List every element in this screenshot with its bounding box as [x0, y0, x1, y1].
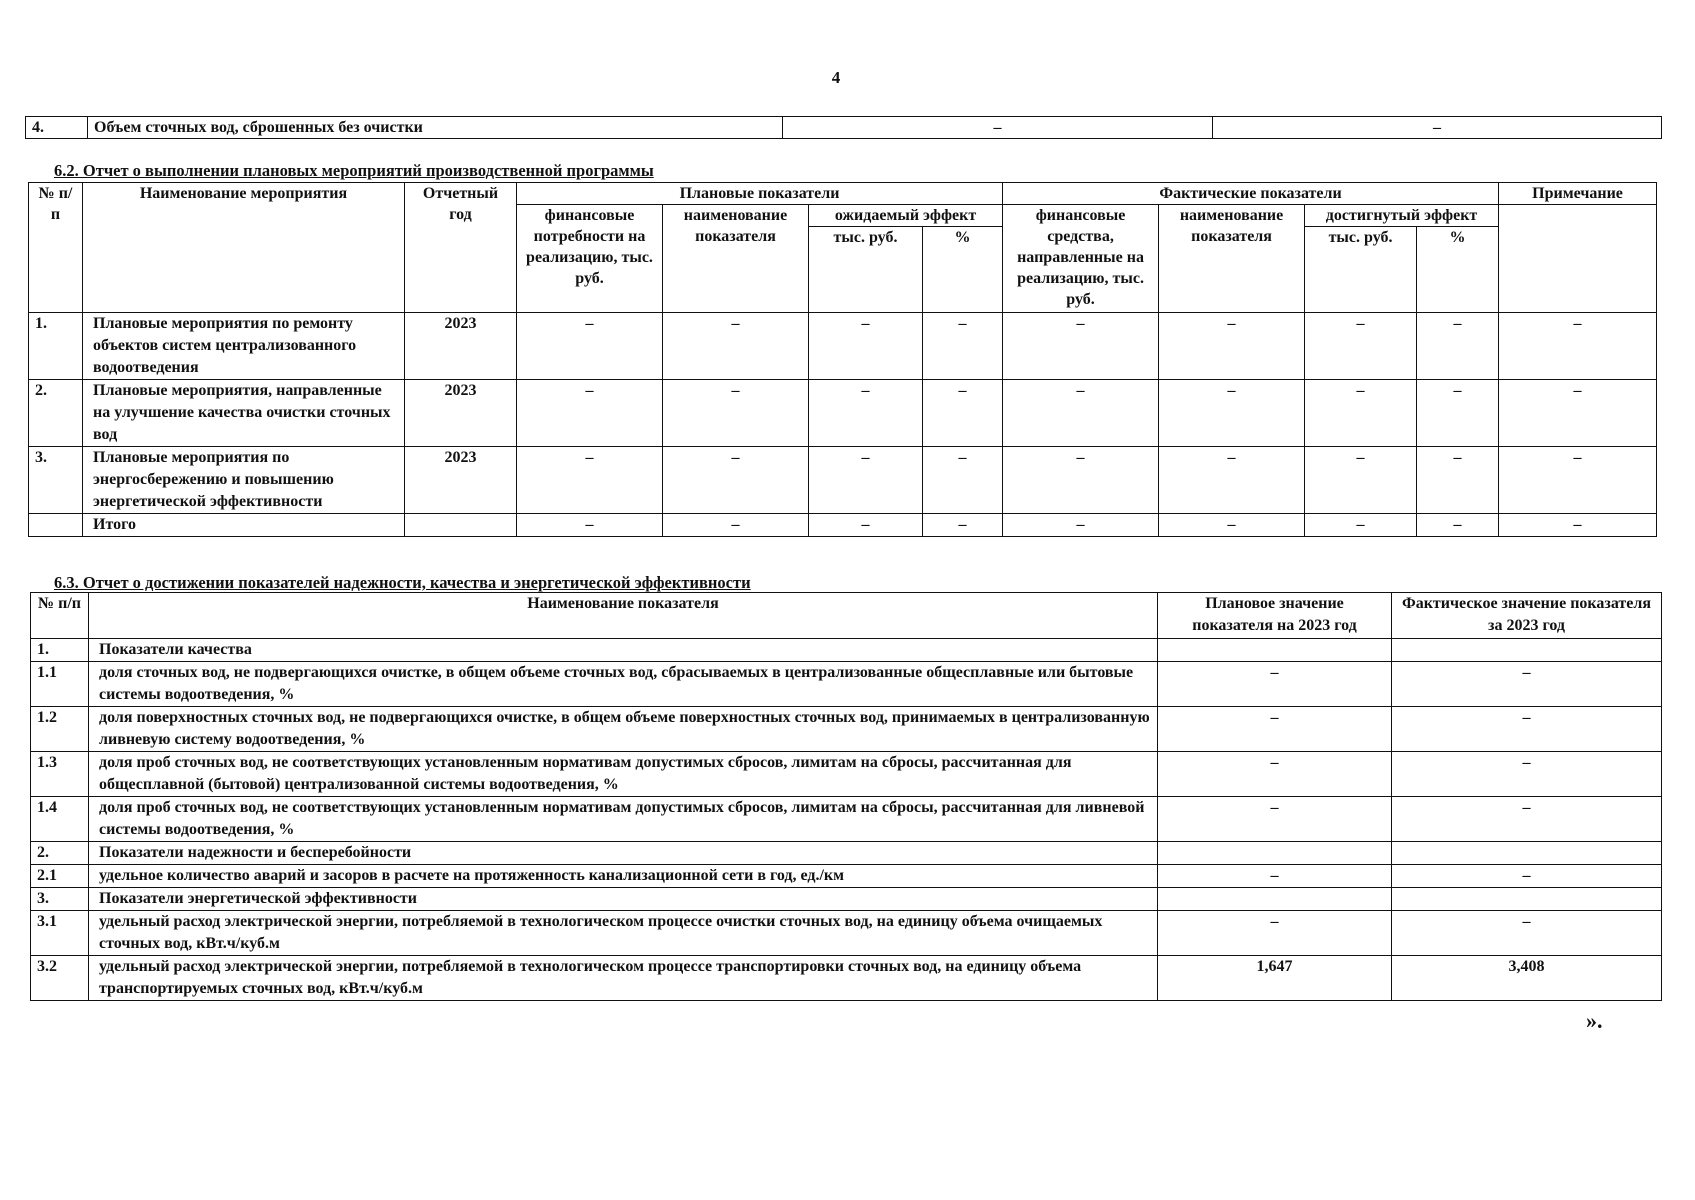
row-number: 4.	[26, 117, 88, 139]
value-cell: –	[1417, 447, 1499, 514]
value-cell: –	[809, 447, 923, 514]
row-number: 3.	[29, 447, 83, 514]
indicator-name: доля сточных вод, не подвергающихся очистке, в общем объеме сточных вод, сбрасываемых в централизованные общесплавные или бытовые системы водоотведения, %	[89, 662, 1158, 707]
fact-value: –	[1392, 662, 1662, 707]
value-cell: –	[1305, 380, 1417, 447]
row-number: 3.2	[31, 956, 89, 1001]
header-note: Примечание	[1499, 183, 1657, 205]
header-year: Отчетный год	[405, 183, 517, 313]
value-cell: –	[663, 380, 809, 447]
value-cell: –	[1417, 313, 1499, 380]
value-cell: –	[1003, 447, 1159, 514]
closing-mark: ».	[1586, 1008, 1603, 1033]
row-number: 1.2	[31, 707, 89, 752]
value-cell: –	[1305, 313, 1417, 380]
report-year: 2023	[405, 380, 517, 447]
table-row	[31, 956, 1662, 1001]
table-row	[31, 888, 1662, 911]
fact-value: –	[1213, 117, 1662, 139]
plan-value: –	[1158, 865, 1392, 888]
header-activity-name: Наименование мероприятия	[83, 183, 405, 313]
row-number: 2.1	[31, 865, 89, 888]
value-cell: –	[517, 313, 663, 380]
plan-value: –	[1158, 797, 1392, 842]
fact-value: –	[1392, 707, 1662, 752]
value-cell: –	[517, 447, 663, 514]
value-cell: –	[1003, 380, 1159, 447]
fact-value: –	[1392, 911, 1662, 956]
plan-value	[1158, 842, 1392, 865]
table-row	[31, 752, 1662, 797]
header-plan-thousand-rub: тыс. руб.	[809, 227, 923, 313]
header-plan-percent: %	[923, 227, 1003, 313]
row-number: 3.	[31, 888, 89, 911]
value-cell: –	[1499, 313, 1657, 380]
value-cell: –	[1499, 380, 1657, 447]
value-cell: –	[1499, 447, 1657, 514]
header-num: № п/п	[29, 183, 83, 313]
row-number: 1.3	[31, 752, 89, 797]
table-row	[29, 514, 1657, 537]
section-63-title: 6.3. Отчет о достижении показателей надежности, качества и энергетической эффективности	[54, 573, 751, 592]
activity-name: Итого	[83, 514, 405, 537]
plan-value: –	[783, 117, 1213, 139]
value-cell: –	[809, 313, 923, 380]
row-number	[29, 514, 83, 537]
value-cell: –	[1417, 380, 1499, 447]
plan-value: –	[1158, 752, 1392, 797]
header-fact-thousand-rub: тыс. руб.	[1305, 227, 1417, 313]
fact-value	[1392, 639, 1662, 662]
value-cell: –	[1003, 313, 1159, 380]
indicator-name: удельный расход электрической энергии, потребляемой в технологическом процессе очистки сточных вод, на единицу объема очищаемых сточных вод, кВт.ч/куб.м	[89, 911, 1158, 956]
value-cell: –	[517, 380, 663, 447]
header-num: № п/п	[31, 593, 89, 639]
value-cell: –	[809, 514, 923, 537]
value-cell: –	[1003, 514, 1159, 537]
value-cell: –	[923, 380, 1003, 447]
activity-name: Плановые мероприятия, направленные на улучшение качества очистки сточных вод	[83, 380, 405, 447]
fact-value: –	[1392, 797, 1662, 842]
value-cell: –	[809, 380, 923, 447]
indicator-name: Показатели надежности и бесперебойности	[89, 842, 1158, 865]
indicator-name: удельный расход электрической энергии, потребляемой в технологическом процессе транспортировки сточных вод, на единицу объема транспортируемых сточных вод, кВт.ч/куб.м	[89, 956, 1158, 1001]
header-fact-fin: финансовые средства, направленные на реализацию, тыс. руб.	[1003, 205, 1159, 313]
header-plan-fin: финансовые потребности на реализацию, тыс. руб.	[517, 205, 663, 313]
value-cell: –	[1499, 514, 1657, 537]
header-fact-percent: %	[1417, 227, 1499, 313]
indicator-name: удельное количество аварий и засоров в расчете на протяженность канализационной сети в год, ед./км	[89, 865, 1158, 888]
page-number: 4	[831, 68, 841, 87]
fact-value: 3,408	[1392, 956, 1662, 1001]
indicator-name: доля поверхностных сточных вод, не подвергающихся очистке, в общем объеме поверхностных сточных вод, принимаемых в централизованную ливневую систему водоотведения, %	[89, 707, 1158, 752]
header-note-empty	[1499, 205, 1657, 313]
value-cell: –	[923, 514, 1003, 537]
fact-value	[1392, 888, 1662, 911]
value-cell: –	[1159, 514, 1305, 537]
continuation-table	[25, 116, 1662, 139]
row-number: 1.1	[31, 662, 89, 707]
header-planned: Плановые показатели	[517, 183, 1003, 205]
value-cell: –	[1159, 313, 1305, 380]
header-fact-value: Фактическое значение показателя за 2023 год	[1392, 593, 1662, 639]
value-cell: –	[1305, 447, 1417, 514]
header-fact-effect: достигнутый эффект	[1305, 205, 1499, 227]
plan-value: –	[1158, 662, 1392, 707]
row-number: 1.4	[31, 797, 89, 842]
value-cell: –	[663, 514, 809, 537]
table-row	[26, 117, 1662, 139]
header-fact-indicator-name: наименование показателя	[1159, 205, 1305, 313]
value-cell: –	[1417, 514, 1499, 537]
fact-value: –	[1392, 752, 1662, 797]
row-number: 1.	[31, 639, 89, 662]
plan-value	[1158, 888, 1392, 911]
value-cell: –	[1305, 514, 1417, 537]
table-row	[31, 662, 1662, 707]
report-year: 2023	[405, 313, 517, 380]
plan-value: –	[1158, 707, 1392, 752]
report-year: 2023	[405, 447, 517, 514]
fact-value	[1392, 842, 1662, 865]
activity-name: Плановые мероприятия по ремонту объектов систем централизованного водоотведения	[83, 313, 405, 380]
value-cell: –	[1159, 380, 1305, 447]
header-plan-indicator-name: наименование показателя	[663, 205, 809, 313]
row-number: 2.	[29, 380, 83, 447]
indicator-name: Показатели качества	[89, 639, 1158, 662]
value-cell: –	[663, 447, 809, 514]
value-cell: –	[923, 313, 1003, 380]
plan-value: 1,647	[1158, 956, 1392, 1001]
plan-value: –	[1158, 911, 1392, 956]
table-row	[29, 313, 1657, 380]
table-row	[31, 639, 1662, 662]
table-row	[29, 380, 1657, 447]
value-cell: –	[663, 313, 809, 380]
table-row	[31, 797, 1662, 842]
header-plan-effect: ожидаемый эффект	[809, 205, 1003, 227]
header-indicator-name: Наименование показателя	[89, 593, 1158, 639]
value-cell: –	[517, 514, 663, 537]
table-row	[31, 865, 1662, 888]
activity-name: Плановые мероприятия по энергосбережению и повышению энергетической эффективности	[83, 447, 405, 514]
table-row	[29, 447, 1657, 514]
table-row	[31, 707, 1662, 752]
value-cell: –	[1159, 447, 1305, 514]
header-plan-value: Плановое значение показателя на 2023 год	[1158, 593, 1392, 639]
plan-value	[1158, 639, 1392, 662]
table-row	[31, 842, 1662, 865]
row-number: 1.	[29, 313, 83, 380]
indicator-name: доля проб сточных вод, не соответствующих установленным нормативам допустимых сбросов, лимитам на сбросы, рассчитанная для ливневой системы водоотведения, %	[89, 797, 1158, 842]
header-actual: Фактические показатели	[1003, 183, 1499, 205]
value-cell: –	[923, 447, 1003, 514]
indicator-name: доля проб сточных вод, не соответствующих установленным нормативам допустимых сбросов, лимитам на сбросы, рассчитанная для общесплавной (бытовой) централизованной системы водоотведения, %	[89, 752, 1158, 797]
section-62-title: 6.2. Отчет о выполнении плановых мероприятий производственной программы	[54, 161, 654, 180]
indicator-name: Показатели энергетической эффективности	[89, 888, 1158, 911]
fact-value: –	[1392, 865, 1662, 888]
indicators-table	[30, 592, 1662, 1001]
row-number: 2.	[31, 842, 89, 865]
report-year	[405, 514, 517, 537]
row-number: 3.1	[31, 911, 89, 956]
row-name: Объем сточных вод, сброшенных без очистки	[88, 117, 783, 139]
table-row	[31, 911, 1662, 956]
activities-table	[28, 182, 1657, 537]
